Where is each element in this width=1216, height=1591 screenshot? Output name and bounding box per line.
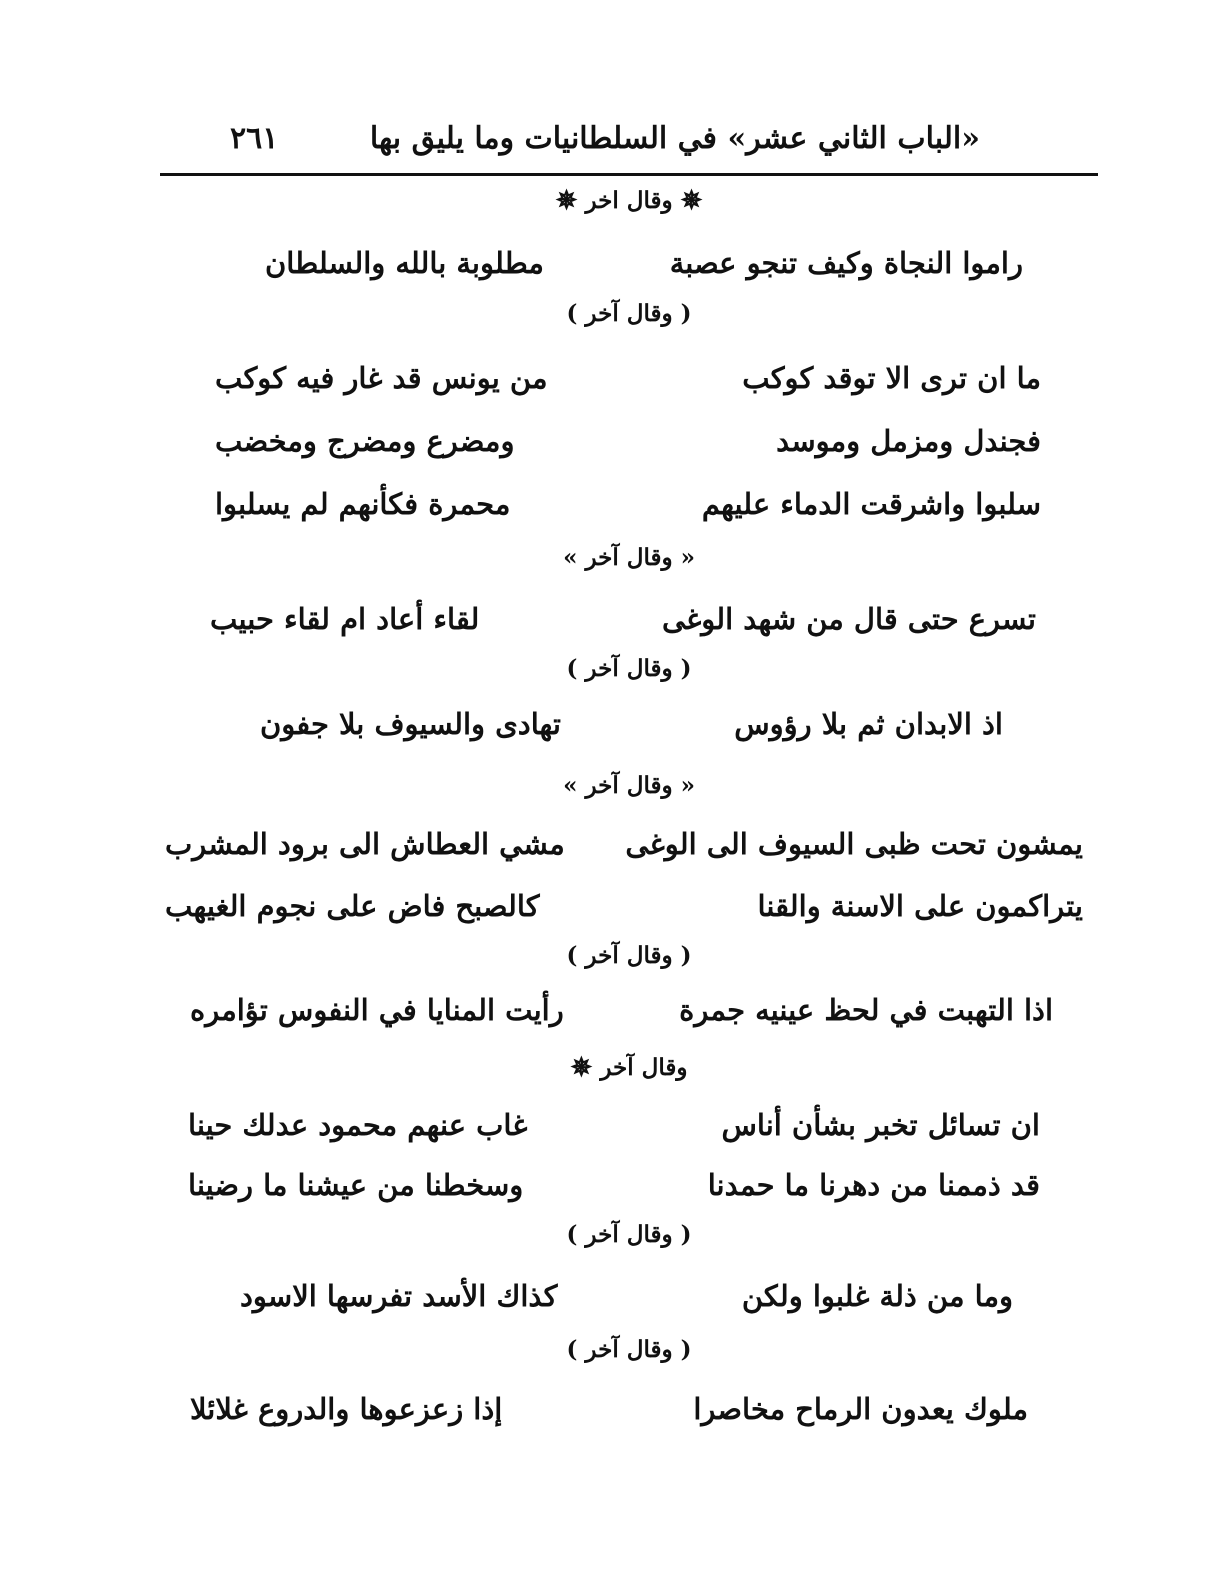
section-heading — [160, 296, 1098, 332]
first-hemistich: راموا النجاة وكيف تنجو عصبة — [669, 246, 1023, 280]
verse-line — [160, 234, 1098, 292]
second-hemistich: مشي العطاش الى برود المشرب — [165, 827, 565, 861]
section-heading — [160, 768, 1098, 804]
second-hemistich: ومضرع ومضرج ومخضب — [215, 424, 515, 458]
poem-body — [160, 178, 1098, 1468]
section-heading-text: ( وقال آخر ) — [566, 1336, 692, 1363]
verse-line — [160, 590, 1098, 648]
second-hemistich: مطلوبة بالله والسلطان — [265, 246, 544, 280]
verse-line — [160, 981, 1098, 1039]
second-hemistich: تهادى والسيوف بلا جفون — [260, 707, 561, 741]
section-heading — [160, 1332, 1098, 1368]
first-hemistich: وما من ذلة غلبوا ولكن — [741, 1279, 1013, 1313]
section-heading-text: وقال آخر — [600, 1054, 688, 1081]
second-hemistich: لقاء أعاد ام لقاء حبيب — [210, 602, 480, 636]
section-heading-text: « وقال آخر » — [563, 772, 695, 799]
first-hemistich: ملوك يعدون الرماح مخاصرا — [693, 1392, 1028, 1426]
verse-line — [160, 475, 1098, 533]
page-number: ٢٦١ — [230, 120, 279, 156]
section-heading-text: « وقال آخر » — [563, 544, 695, 571]
second-hemistich: كالصبح فاض على نجوم الغيهب — [165, 889, 540, 923]
section-heading-text: وقال اخر — [585, 187, 673, 214]
flourish-ornament-icon: ✵ — [570, 1053, 593, 1083]
second-hemistich: إذا زعزعوها والدروع غلائلا — [190, 1392, 503, 1426]
header-rule — [160, 173, 1098, 176]
first-hemistich: سلبوا واشرقت الدماء عليهم — [701, 487, 1041, 521]
section-heading — [160, 938, 1098, 974]
first-hemistich: يتراكمون على الاسنة والقنا — [757, 889, 1083, 923]
verse-line — [160, 815, 1098, 873]
second-hemistich: من يونس قد غار فيه كوكب — [215, 361, 548, 395]
verse-line — [160, 349, 1098, 407]
section-heading-text: ( وقال آخر ) — [566, 300, 692, 327]
verse-line — [160, 695, 1098, 753]
first-hemistich: ان تسائل تخبر بشأن أناس — [721, 1108, 1040, 1142]
verse-line — [160, 1096, 1098, 1154]
section-heading-text: ( وقال آخر ) — [566, 942, 692, 969]
second-hemistich: وسخطنا من عيشنا ما رضينا — [188, 1168, 524, 1202]
first-hemistich: ما ان ترى الا توقد كوكب — [742, 361, 1041, 395]
first-hemistich: اذا التهبت في لحظ عينيه جمرة — [679, 993, 1053, 1027]
verse-line — [160, 1380, 1098, 1438]
first-hemistich: فجندل ومزمل وموسد — [776, 424, 1041, 458]
running-header — [160, 112, 1098, 164]
section-heading-text: ( وقال آخر ) — [566, 1221, 692, 1248]
flourish-ornament-icon: ✵ — [555, 186, 578, 216]
second-hemistich: محمرة فكأنهم لم يسلبوا — [215, 487, 511, 521]
first-hemistich: تسرع حتى قال من شهد الوغى — [661, 602, 1036, 636]
verse-line — [160, 412, 1098, 470]
first-hemistich: قد ذممنا من دهرنا ما حمدنا — [707, 1168, 1040, 1202]
verse-line — [160, 1267, 1098, 1325]
second-hemistich: غاب عنهم محمود عدلك حينا — [188, 1108, 528, 1142]
section-heading-text: ( وقال آخر ) — [566, 655, 692, 682]
first-hemistich: يمشون تحت ظبى السيوف الى الوغى — [625, 827, 1083, 861]
section-heading — [160, 183, 1098, 219]
verse-line — [160, 1156, 1098, 1214]
flourish-ornament-icon: ✵ — [680, 186, 703, 216]
verse-line — [160, 877, 1098, 935]
second-hemistich: رأيت المنايا في النفوس تؤامره — [190, 993, 564, 1027]
first-hemistich: اذ الابدان ثم بلا رؤوس — [734, 707, 1003, 741]
second-hemistich: كذاك الأسد تفرسها الاسود — [240, 1279, 558, 1313]
section-heading — [160, 540, 1098, 576]
section-heading — [160, 1217, 1098, 1253]
section-heading — [160, 1050, 1098, 1086]
section-heading — [160, 651, 1098, 687]
chapter-title: «الباب الثاني عشر» في السلطانيات وما يليق بها — [369, 120, 980, 156]
